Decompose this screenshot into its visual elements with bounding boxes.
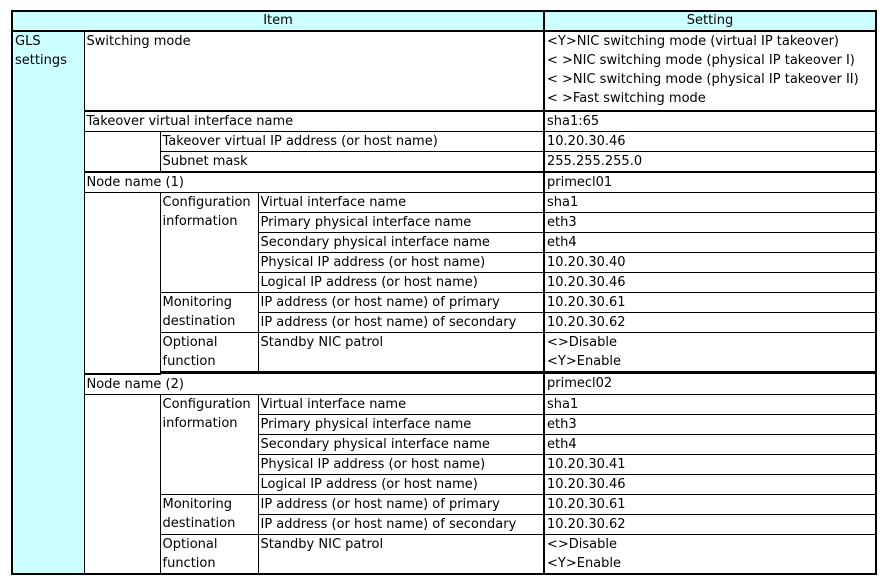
node2-monitor-label: Monitoring destination	[160, 494, 258, 534]
node2-value: primecl02	[544, 374, 876, 395]
node2-config-label-1: Primary physical interface name	[258, 414, 544, 434]
node1-config-label-2: Secondary physical interface name	[258, 233, 544, 253]
node2-monitor-label-0: IP address (or host name) of primary	[258, 494, 544, 514]
node1-config-row	[12, 193, 876, 213]
node2-config-label-3: Physical IP address (or host name)	[258, 454, 544, 474]
node2-patrol-label: Standby NIC patrol	[258, 534, 544, 574]
switching-mode-options: <Y>NIC switching mode (virtual IP takeover) < >NIC switching mode (physical IP takeover I) < >NIC switching mode (physical IP takeover II) < >Fast switching mode	[544, 31, 876, 111]
node2-config-label-0: Virtual interface name	[258, 394, 544, 414]
node1-label: Node name (1)	[84, 172, 544, 193]
table-header-row	[12, 11, 876, 31]
gls-settings-table	[11, 10, 877, 575]
node2-monitor-label-1: IP address (or host name) of secondary	[258, 514, 544, 534]
setting-column-header: Setting	[544, 11, 876, 31]
node1-config-value-4: 10.20.30.46	[544, 273, 876, 293]
node2-label: Node name (2)	[84, 374, 544, 395]
node2-monitor-value-1: 10.20.30.62	[544, 514, 876, 534]
node1-patrol-options: <>Disable <Y>Enable	[544, 333, 876, 373]
node2-config-value-4: 10.20.30.46	[544, 474, 876, 494]
node1-config-label-1: Primary physical interface name	[258, 213, 544, 233]
node2-monitor-value-0: 10.20.30.61	[544, 494, 876, 514]
node1-monitor-value-0: 10.20.30.61	[544, 293, 876, 313]
node1-config-value-2: eth4	[544, 233, 876, 253]
node2-config-label-4: Logical IP address (or host name)	[258, 474, 544, 494]
node2-config-label-2: Secondary physical interface name	[258, 434, 544, 454]
node2-config-value-1: eth3	[544, 414, 876, 434]
takeover-vip-value: 10.20.30.46	[544, 132, 876, 152]
node1-config-value-0: sha1	[544, 193, 876, 213]
takeover-vif-value: sha1:65	[544, 111, 876, 132]
switching-mode-label: Switching mode	[84, 31, 544, 111]
item-column-header: Item	[12, 11, 544, 31]
takeover-vip-label: Takeover virtual IP address (or host name)	[160, 132, 544, 152]
node1-config-label-4: Logical IP address (or host name)	[258, 273, 544, 293]
node1-config-value-1: eth3	[544, 213, 876, 233]
gls-settings-label: GLS settings	[12, 31, 84, 574]
node2-patrol-options: <>Disable <Y>Enable	[544, 534, 876, 574]
takeover-vip-row	[12, 132, 876, 152]
node2-config-value-3: 10.20.30.41	[544, 454, 876, 474]
node1-patrol-label: Standby NIC patrol	[258, 333, 544, 373]
node1-monitor-label-1: IP address (or host name) of secondary	[258, 313, 544, 333]
takeover-vif-row	[12, 111, 876, 132]
node1-monitor-label-0: IP address (or host name) of primary	[258, 293, 544, 313]
node2-config-label: Configuration information	[160, 394, 258, 494]
takeover-vif-label: Takeover virtual interface name	[84, 111, 544, 132]
subnet-mask-label: Subnet mask	[160, 152, 544, 173]
subnet-mask-value: 255.255.255.0	[544, 152, 876, 173]
node1-config-label-0: Virtual interface name	[258, 193, 544, 213]
node2-config-row	[12, 394, 876, 414]
node1-row	[12, 172, 876, 193]
node1-monitor-value-1: 10.20.30.62	[544, 313, 876, 333]
node2-optional-label: Optional function	[160, 534, 258, 574]
node1-value: primecl01	[544, 172, 876, 193]
node2-config-value-2: eth4	[544, 434, 876, 454]
node1-config-value-3: 10.20.30.40	[544, 253, 876, 273]
node1-monitor-label: Monitoring destination	[160, 293, 258, 333]
node1-config-label: Configuration information	[160, 193, 258, 293]
node1-optional-label: Optional function	[160, 333, 258, 373]
switching-mode-row	[12, 31, 876, 111]
node2-config-value-0: sha1	[544, 394, 876, 414]
node1-config-label-3: Physical IP address (or host name)	[258, 253, 544, 273]
node2-row	[12, 374, 876, 395]
